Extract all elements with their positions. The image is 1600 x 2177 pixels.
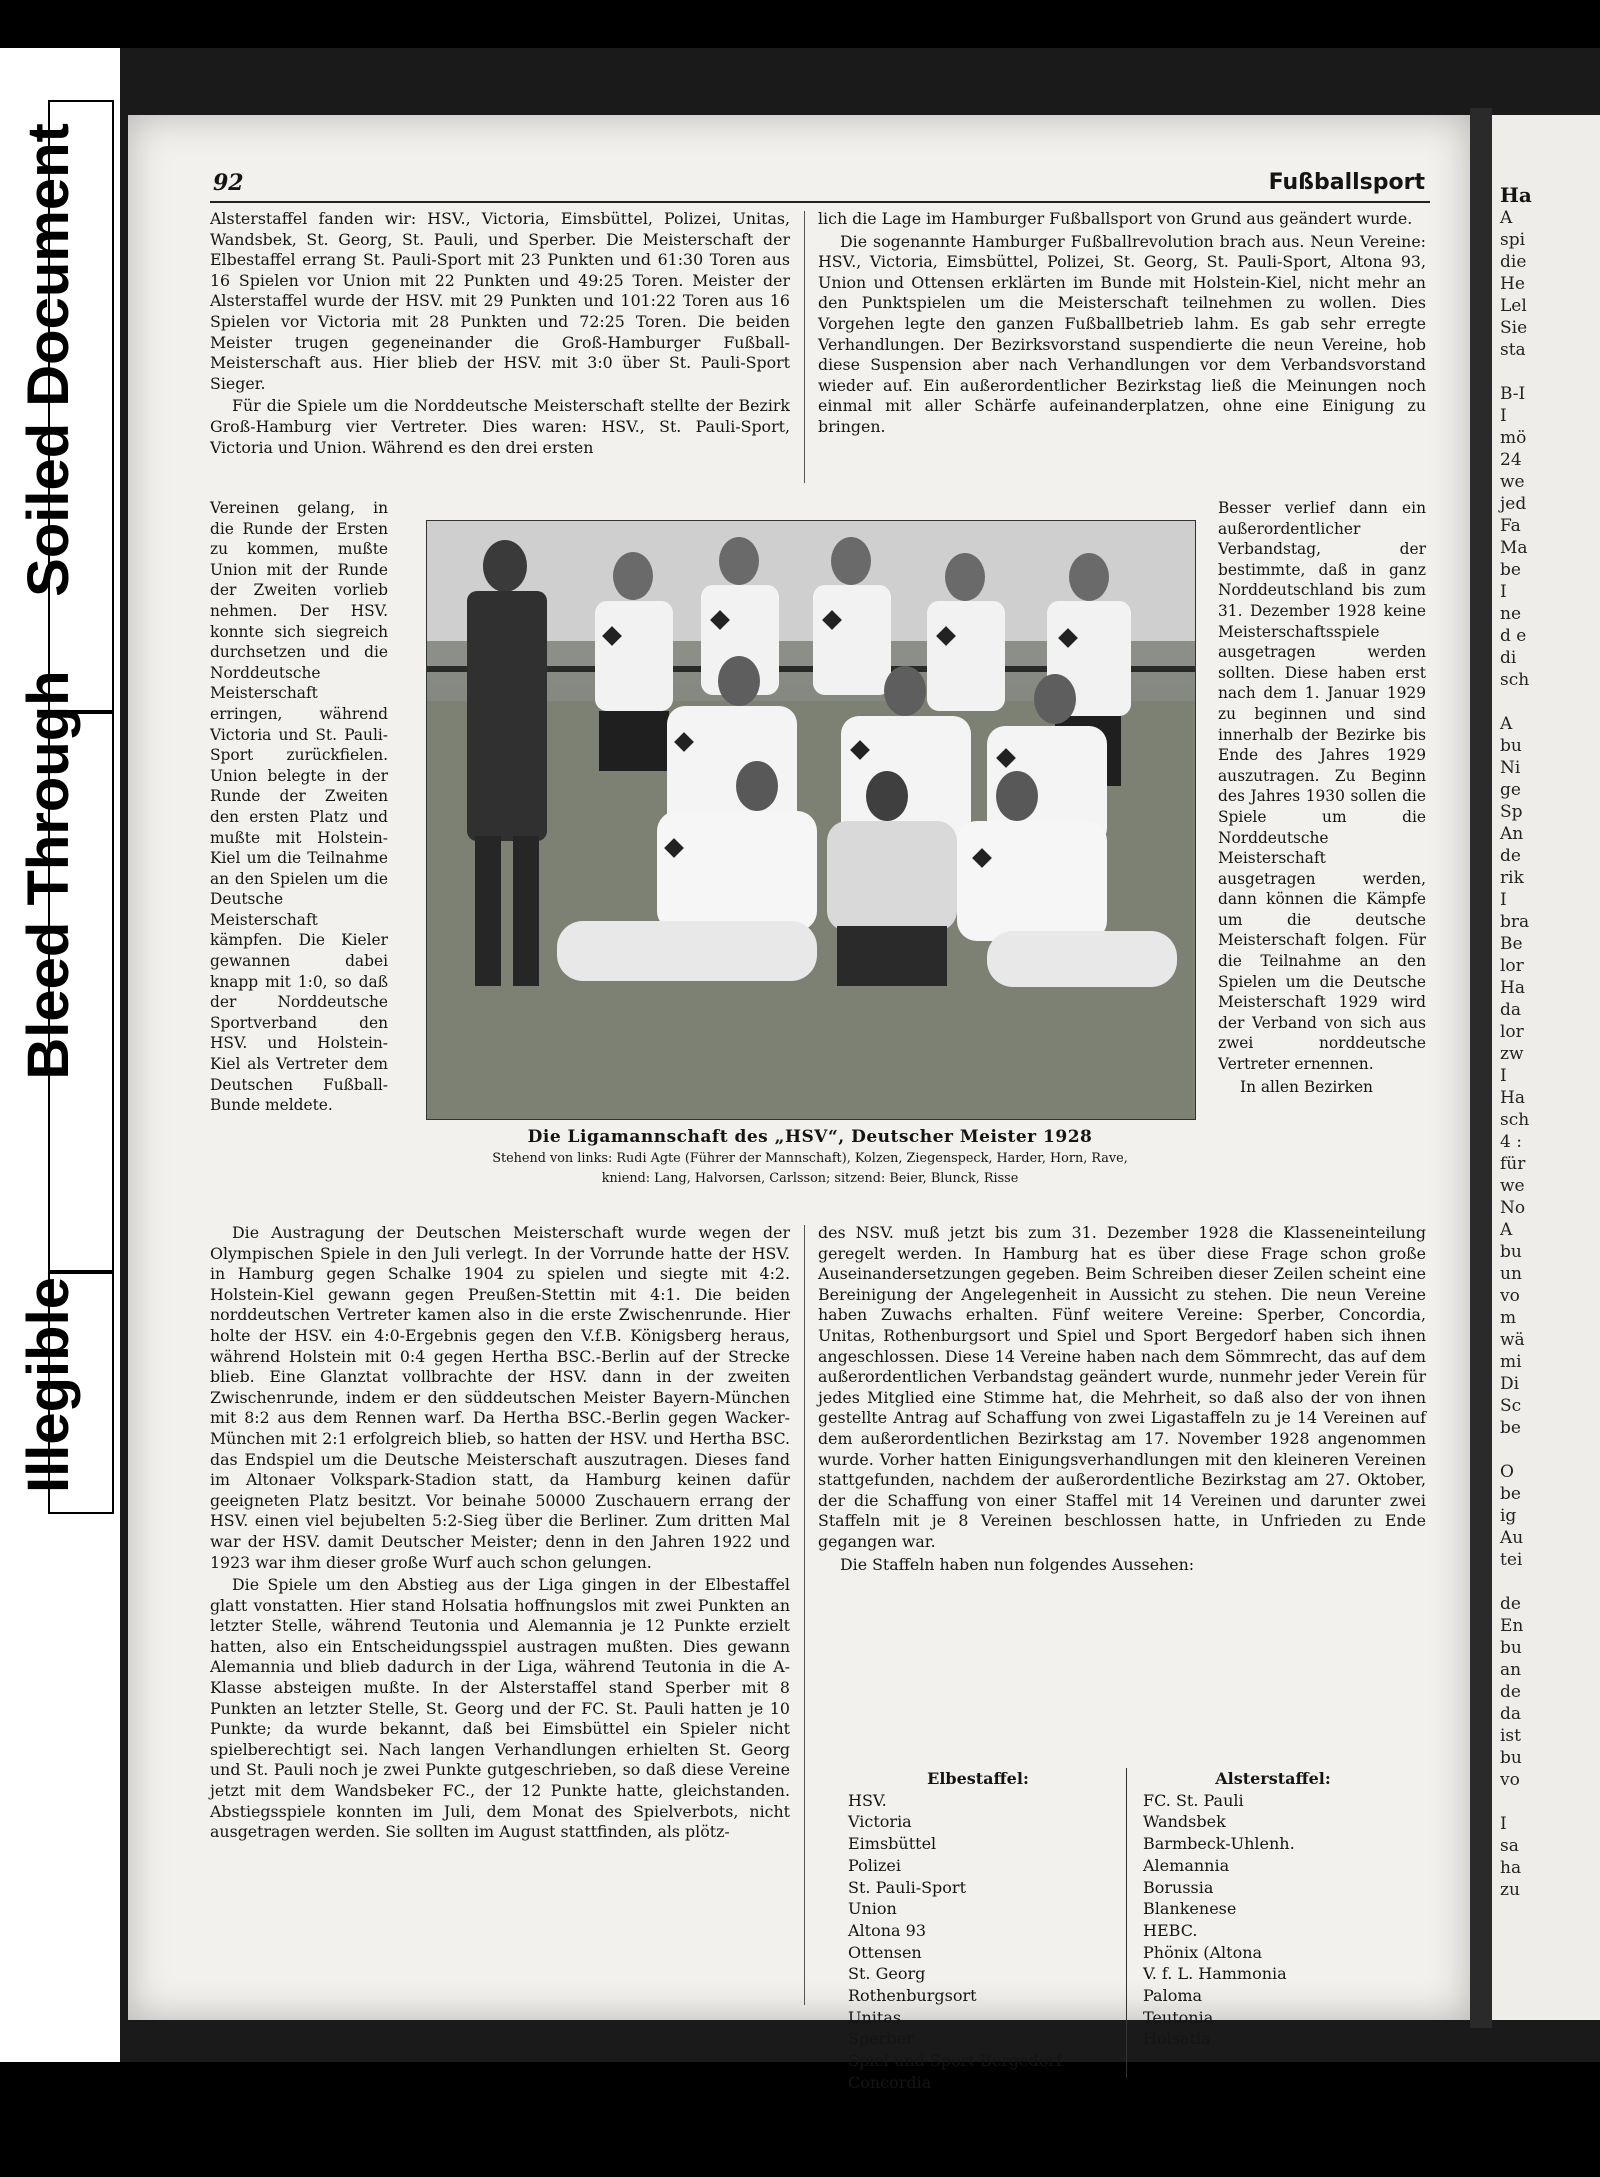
adjacent-line-fragment: di: [1500, 648, 1517, 668]
list-item: Teutonia: [1143, 2007, 1214, 2027]
caption-line: kniend: Lang, Halvorsen, Carlsson; sitzend: Beier, Blunck, Risse: [601, 1171, 1019, 1186]
adjacent-line-fragment: ha: [1500, 1858, 1522, 1878]
adjacent-line-fragment: lor: [1500, 956, 1524, 976]
adjacent-line-fragment: vo: [1500, 1770, 1520, 1790]
list-item: Ottensen: [848, 1942, 922, 1962]
adjacent-line-fragment: Sie: [1500, 318, 1528, 338]
adjacent-line-fragment: I: [1500, 1066, 1507, 1086]
list-item: Union: [848, 1899, 897, 1919]
adjacent-line-fragment: Lel: [1500, 296, 1527, 316]
list-item: Unitas: [848, 2007, 902, 2027]
adjacent-line-fragment: sta: [1500, 340, 1526, 360]
adjacent-line-fragment: jed: [1500, 494, 1527, 514]
paragraph: Die sogenannte Hamburger Fußballrevolution brach aus. Neun Vereine: HSV., Victoria, Eimsbüttel, Polizei, St. Georg, St. Pauli-Sport, Altona 93, Union und Ottensen erklärten im Bunde mit Holstein-Kiel, nicht mehr an den Punktspielen um die Meisterschaft teilnehmen zu wollen. Dies Vorgehen legte den ganzen Fußballbetrieb lahm. Es gab sehr erregte Verhandlungen. Der Bezirksvorstand suspendierte die neun Vereine, hob diese Suspension aber nach Verhandlungen vor dem Verbandsvorstand wieder auf. Ein außerordentlicher Bezirkstag ließ die Meinungen noch einmal mit aller Schärfe aufeinanderplatzen, ohne eine Einigung zu bringen.: [818, 231, 1426, 436]
list-item: HSV.: [848, 1790, 887, 1810]
list-item: Victoria: [848, 1812, 912, 1832]
list-item: Phönix (Altona: [1143, 1942, 1263, 1962]
adjacent-line-fragment: Ha: [1500, 978, 1525, 998]
adjacent-line-fragment: Sp: [1500, 802, 1523, 822]
list-item: Holsatia: [1143, 2029, 1211, 2049]
side-label-strip: [0, 60, 128, 1500]
adjacent-line-fragment: tei: [1500, 1550, 1523, 1570]
adjacent-line-fragment: we: [1500, 472, 1525, 492]
adjacent-line-fragment: Be: [1500, 934, 1523, 954]
list-item: St. Pauli-Sport: [848, 1877, 967, 1897]
adjacent-line-fragment: ge: [1500, 780, 1521, 800]
column-right-top: [818, 209, 1426, 438]
adjacent-line-fragment: da: [1500, 1000, 1522, 1020]
elbestaffel-list: [848, 1768, 1108, 2094]
adjacent-line-fragment: vo: [1500, 1286, 1520, 1306]
adjacent-line-fragment: mi: [1500, 1352, 1522, 1372]
list-item: Altona 93: [848, 1920, 927, 1940]
adjacent-line-fragment: O: [1500, 1462, 1514, 1482]
team-photo-drawing: [427, 521, 1195, 1119]
paragraph: Für die Spiele um die Norddeutsche Meisterschaft stellte der Bezirk Groß-Hamburg vier Vertreter. Dies waren: HSV., St. Pauli-Sport, Victoria und Union. Während es den drei ersten: [210, 396, 790, 457]
list-item: St. Georg: [848, 1964, 926, 1984]
list-item: V. f. L. Hammonia: [1143, 1964, 1287, 1984]
list-item: FC. St. Pauli: [1143, 1790, 1244, 1810]
adjacent-line-fragment: d e: [1500, 626, 1527, 646]
table-divider: [1126, 1768, 1127, 2078]
adjacent-line-fragment: Ma: [1500, 538, 1528, 558]
list-item: Eimsbüttel: [848, 1834, 937, 1854]
column-rule: [804, 211, 805, 483]
list-item: Barmbeck-Uhlenh.: [1143, 1834, 1295, 1854]
header-rule: [210, 201, 1430, 203]
adjacent-line-fragment: I: [1500, 582, 1507, 602]
adjacent-line-fragment: ne: [1500, 604, 1522, 624]
adjacent-line-fragment: bu: [1500, 736, 1522, 756]
adjacent-line-fragment: de: [1500, 846, 1521, 866]
adjacent-line-fragment: rik: [1500, 868, 1524, 888]
scan-margin-left: [120, 48, 128, 2062]
photo-caption: [426, 1127, 1194, 1187]
adjacent-line-fragment: be: [1500, 1484, 1521, 1504]
paragraph: Alsterstaffel fanden wir: HSV., Victoria, Eimsbüttel, Polizei, Unitas, Wandsbek, St. Georg, St. Pauli, und Sperber. Die Meisterschaft der Elbestaffel errang St. Pauli-Sport mit 23 Punkten und 61:30 Toren aus 16 Spielen vor Union mit 22 Punkten und 49:25 Toren. Meister der Alsterstaffel wurde der HSV. mit 29 Punkten und 101:22 Toren aus 16 Spielen vor Victoria mit 28 Punkten und 72:25 Toren. Die beiden Meister trugen gegeneinander die Groß-Hamburger Fußball-Meisterschaft aus. Hier blieb der HSV. mit 3:0 über St. Pauli-Sport Sieger.: [210, 209, 790, 393]
list-item: Rothenburgsort: [848, 1986, 977, 2006]
adjacent-line-fragment: 24: [1500, 450, 1522, 470]
adjacent-line-fragment: [1492, 1439, 1600, 1461]
alsterstaffel-list: [1143, 1768, 1403, 2050]
adjacent-line-fragment: No: [1500, 1198, 1526, 1218]
adjacent-line-fragment: En: [1500, 1616, 1524, 1636]
scan-border-top: [0, 0, 1600, 48]
soiled-document-label: Soiled Document: [16, 123, 81, 597]
paragraph: Die Spiele um den Abstieg aus der Liga gingen in der Elbestaffel glatt vonstatten. Hier stand Holsatia hoffnungslos mit zwei Punkten an letzter Stelle, während Teutonia und Alemannia je 12 Punkte erzielt hatten, also ein Entscheidungsspiel austragen mußten. Dies gewann Alemannia und blieb dadurch in der Liga, während Teutonia in die A-Klasse absteigen mußte. In der Alsterstaffel stand Sperber mit 8 Punkten an letzter Stelle, St. Georg und der FC. St. Pauli hatten je 10 Punkte; da wurde bekannt, daß bei Eimsbüttel ein Spieler nicht spielberechtigt sei. Nach langen Verhandlungen erhielten St. Georg und St. Pauli noch je zwei Punkte gutgeschrieben, so daß diese Vereine jetzt mit dem Wandsbeker FC., der 12 Punkte hatte, gleichstanden. Abstiegsspiele konnten im Juli, dem Monat des Spielverbots, nicht ausgetragen werden. Sie sollten im August stattfinden, als plötz-: [210, 1575, 790, 1842]
team-photo: [426, 520, 1196, 1120]
paragraph: lich die Lage im Hamburger Fußballsport von Grund aus geändert wurde.: [818, 209, 1413, 228]
column-right-bottom: [818, 1223, 1426, 1575]
adjacent-line-fragment: An: [1500, 824, 1524, 844]
paragraph: In allen Bezirken: [1240, 1077, 1373, 1096]
adjacent-line-fragment: ig: [1500, 1506, 1517, 1526]
paragraph: Besser verlief dann ein außerordentlicher Verbandstag, der bestimmte, daß in ganz Norddeutschland bis zum 31. Dezember 1928 keine Meisterschaftsspiele ausgetragen werden sollten. Diese haben erst nach dem 1. Januar 1929 zu beginnen und sind innerhalb der Bezirke bis Ende des Jahres 1929 auszutragen. Zu Beginn des Jahres 1930 sollen die Spiele um die Norddeutsche Meisterschaft ausgetragen werden, dann können die Kämpfe um die deutsche Meisterschaft folgen. Für die Teilnahme an den Spielen um die Deutsche Meisterschaft 1929 wird der Verband von sich aus zwei norddeutsche Vertreter ernennen.: [1218, 499, 1426, 1074]
list-item: Blankenese: [1143, 1899, 1237, 1919]
alsterstaffel-heading: Alsterstaffel:: [1215, 1769, 1331, 1788]
column-left-top: [210, 209, 790, 458]
adjacent-page-heading: Ha: [1500, 183, 1532, 207]
scan-margin-top: [128, 48, 1600, 115]
adjacent-line-fragment: die: [1500, 252, 1527, 272]
adjacent-page-lines: [1492, 207, 1600, 1901]
adjacent-line-fragment: I: [1500, 406, 1507, 426]
illegible-label: Illegible: [16, 1277, 81, 1493]
scan-border-bottom: [0, 2062, 1600, 2177]
adjacent-line-fragment: bu: [1500, 1242, 1522, 1262]
adjacent-line-fragment: bra: [1500, 912, 1530, 932]
adjacent-page-fragment: [1492, 115, 1600, 2020]
adjacent-line-fragment: mö: [1500, 428, 1527, 448]
adjacent-line-fragment: an: [1500, 1660, 1522, 1680]
journal-title: Fußballsport: [1268, 170, 1425, 195]
list-item: Wandsbek: [1143, 1812, 1226, 1832]
column-rule: [804, 1225, 805, 2005]
adjacent-line-fragment: Fa: [1500, 516, 1521, 536]
adjacent-line-fragment: sch: [1500, 670, 1530, 690]
adjacent-line-fragment: un: [1500, 1264, 1522, 1284]
adjacent-line-fragment: sch: [1500, 1110, 1530, 1130]
page-number: 92: [213, 170, 244, 196]
adjacent-line-fragment: Ha: [1500, 1088, 1525, 1108]
adjacent-line-fragment: we: [1500, 1176, 1525, 1196]
adjacent-line-fragment: I: [1500, 1814, 1507, 1834]
adjacent-line-fragment: wä: [1500, 1330, 1525, 1350]
adjacent-line-fragment: A: [1500, 1220, 1513, 1240]
adjacent-line-fragment: [1492, 361, 1600, 383]
elbestaffel-heading: Elbestaffel:: [927, 1769, 1029, 1788]
adjacent-line-fragment: zu: [1500, 1880, 1520, 1900]
adjacent-line-fragment: He: [1500, 274, 1525, 294]
adjacent-line-fragment: ist: [1500, 1726, 1521, 1746]
adjacent-line-fragment: [1492, 691, 1600, 713]
bleed-through-label: Bleed Through: [16, 670, 81, 1080]
paragraph: Die Staffeln haben nun folgendes Aussehen:: [840, 1554, 1195, 1574]
list-item: Alemannia: [1143, 1855, 1230, 1875]
list-item: Sperber: [848, 2029, 914, 2049]
adjacent-line-fragment: [1492, 1571, 1600, 1593]
list-item: Paloma: [1143, 1986, 1203, 2006]
adjacent-line-fragment: A: [1500, 714, 1513, 734]
list-item: HEBC.: [1143, 1920, 1198, 1940]
adjacent-line-fragment: A: [1500, 208, 1513, 228]
adjacent-line-fragment: lor: [1500, 1022, 1524, 1042]
magazine-page: [128, 115, 1470, 2092]
adjacent-line-fragment: sa: [1500, 1836, 1519, 1856]
column-right-wrap: [1218, 498, 1426, 1097]
adjacent-line-fragment: 4 :: [1500, 1132, 1522, 1152]
adjacent-line-fragment: de: [1500, 1682, 1521, 1702]
adjacent-line-fragment: Au: [1500, 1528, 1524, 1548]
adjacent-line-fragment: [1492, 1791, 1600, 1813]
adjacent-line-fragment: für: [1500, 1154, 1526, 1174]
adjacent-line-fragment: be: [1500, 560, 1521, 580]
page-gutter: [1470, 108, 1492, 2028]
caption-title: Die Ligamannschaft des „HSV“, Deutscher Meister 1928: [527, 1127, 1093, 1147]
list-item: Concordia: [848, 2072, 932, 2092]
adjacent-line-fragment: Di: [1500, 1374, 1520, 1394]
adjacent-line-fragment: da: [1500, 1704, 1522, 1724]
paragraph: Vereinen gelang, in die Runde der Ersten zu kommen, mußte Union mit der Runde der Zweiten vorlieb nehmen. Der HSV. konnte sich siegreich durchsetzen und die Norddeutsche Meisterschaft erringen, während Victoria und St. Pauli-Sport zurückfielen. Union belegte in der Runde der Zweiten den ersten Platz und mußte mit Holstein-Kiel um die Teilnahme an den Spielen um die Deutsche Meisterschaft kämpfen. Die Kieler gewannen dabei knapp mit 1:0, so daß der Norddeutsche Sportverband den HSV. und Holstein-Kiel als Vertreter dem Deutschen Fußball-Bunde meldete.: [210, 499, 388, 1115]
list-item: Polizei: [848, 1855, 901, 1875]
caption-line: Stehend von links: Rudi Agte (Führer der Mannschaft), Kolzen, Ziegenspeck, Harder, Horn, Rave,: [492, 1151, 1128, 1166]
list-item: Spiel und Sport Bergedorf: [848, 2051, 1062, 2071]
adjacent-line-fragment: zw: [1500, 1044, 1524, 1064]
column-left-wrap: [210, 498, 388, 1116]
adjacent-line-fragment: Sc: [1500, 1396, 1522, 1416]
adjacent-line-fragment: I: [1500, 890, 1507, 910]
adjacent-line-fragment: Ni: [1500, 758, 1521, 778]
paragraph: des NSV. muß jetzt bis zum 31. Dezember 1928 die Klasseneinteilung geregelt werden. In Hamburg hat es über diese Frage schon große Auseinandersetzungen gegeben. Beim Schreiben dieser Zeilen scheint eine Bereinigung der Angelegenheit in Aussicht zu stehen. Die neun Vereine haben Zuwachs erhalten. Fünf weitere Vereine: Sperber, Concordia, Unitas, Rothenburgsort und Spiel und Sport Bergedorf haben sich ihnen angeschlossen. Diese 14 Vereine haben nach dem Sömmrecht, das auf dem außerordentlichen Verbandstag geändert wurde, nunmehr jeder Verein für jedes Mitglied eine Stimme hat, die Mehrheit, so daß also der von ihnen gestellte Antrag auf Schaffung von zwei Ligastaffeln zu je 14 Vereinen auf dem außerordentlichen Bezirkstag am 17. November 1928 angenommen wurde. Vorher hatten Einigungsverhandlungen mit den kleineren Vereinen stattgefunden, nachdem der außerordentliche Bezirkstag am 27. Oktober, der die Schaffung von einer Staffel mit 14 Vereinen und darunter zwei Staffeln mit je 8 Vereinen beschlossen hatte, in Unfrieden zu Ende gegangen war.: [818, 1223, 1426, 1551]
adjacent-line-fragment: m: [1500, 1308, 1517, 1328]
column-left-bottom: [210, 1223, 790, 1843]
list-item: Borussia: [1143, 1877, 1214, 1897]
adjacent-line-fragment: be: [1500, 1418, 1521, 1438]
adjacent-line-fragment: B-I: [1500, 384, 1526, 404]
adjacent-line-fragment: bu: [1500, 1748, 1522, 1768]
paragraph: Die Austragung der Deutschen Meisterschaft wurde wegen der Olympischen Spiele in den Juli verlegt. In der Vorrunde hatte der HSV. in Hamburg gegen Schalke 1904 zu spielen und siegte mit 4:2. Holstein-Kiel gewann gegen Preußen-Stettin mit 4:1. Die beiden norddeutschen Vertreter kamen also in die erste Zwischenrunde. Hier holte der HSV. ein 4:0-Ergebnis gegen den V.f.B. Königsberg heraus, während Holstein mit 0:4 gegen Hertha BSC.-Berlin auf der Strecke blieb. Eine Glanztat vollbrachte der HSV. dann in der zweiten Zwischenrunde, indem er den süddeutschen Meister Bayern-München mit 8:2 aus dem Rennen warf. Da Hertha BSC.-Berlin gegen Wacker-München mit 2:1 erfolgreich blieb, so hatten der HSV. und Hertha BSC. das Endspiel um die Deutsche Meisterschaft auszutragen. Dieses fand im Altonaer Volkspark-Stadion statt, da Hamburg keinen dafür geeigneten Platz besitzt. Vor beinahe 50000 Zuschauern errang der HSV. einen viel bejubelten 5:2-Sieg über die Berliner. Zum dritten Mal war der HSV. damit Deutscher Meister; denn in den Jahren 1922 und 1923 war ihm dieser große Wurf auch schon gelungen.: [210, 1223, 790, 1572]
adjacent-line-fragment: spi: [1500, 230, 1526, 250]
adjacent-line-fragment: bu: [1500, 1638, 1522, 1658]
adjacent-line-fragment: de: [1500, 1594, 1521, 1614]
